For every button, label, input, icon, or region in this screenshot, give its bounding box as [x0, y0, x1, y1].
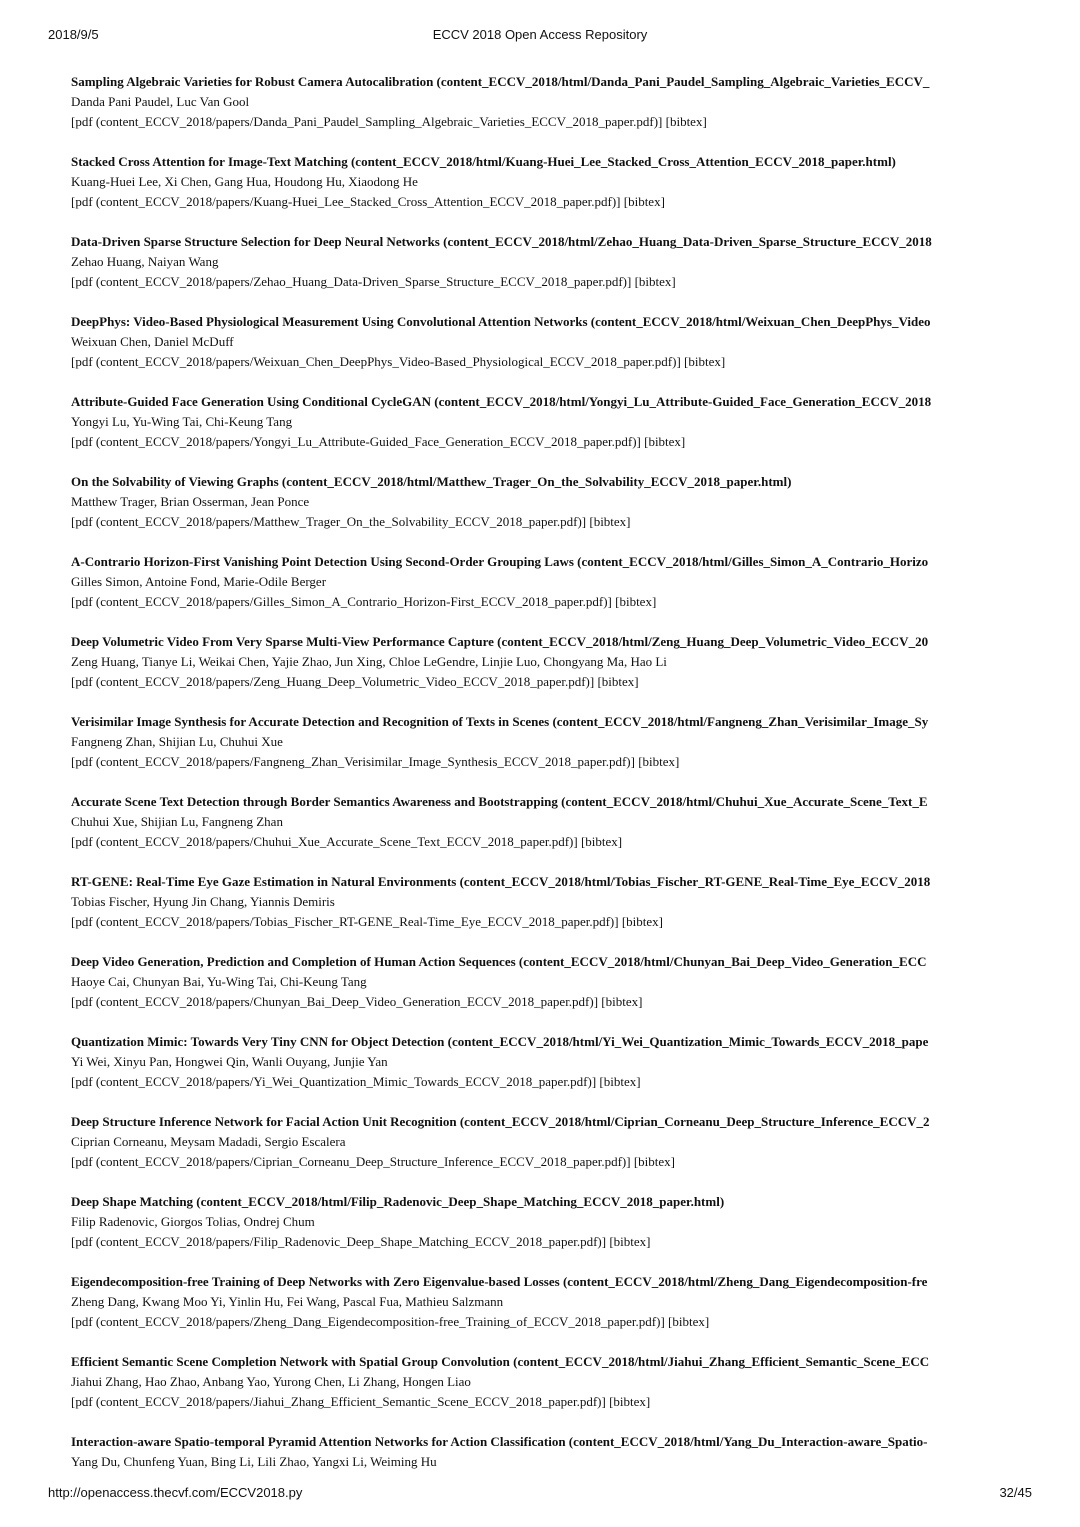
paper-links [71, 272, 1033, 292]
pdf-link[interactable]: [pdf (content_ECCV_2018/papers/Zheng_Dang_Eigendecomposition-free_Training_of_ECCV_2018_paper.pdf)] [71, 1314, 665, 1329]
paper-title-link[interactable]: Interaction-aware Spatio-temporal Pyramid Attention Networks for Action Classification (content_ECCV_2018/html/Yang_Du_Interaction-aware_Spatio- [71, 1434, 928, 1449]
pdf-link[interactable]: [pdf (content_ECCV_2018/papers/Jiahui_Zhang_Efficient_Semantic_Scene_ECCV_2018_paper.pdf)] [71, 1394, 606, 1409]
print-header [48, 26, 1032, 44]
pdf-link[interactable]: [pdf (content_ECCV_2018/papers/Fangneng_Zhan_Verisimilar_Image_Synthesis_ECCV_2018_paper.pdf)] [71, 754, 635, 769]
paper-links [71, 512, 1033, 532]
bibtex-link[interactable]: [bibtex] [684, 354, 726, 369]
bibtex-link[interactable]: [bibtex] [665, 114, 707, 129]
pdf-link[interactable]: [pdf (content_ECCV_2018/papers/Chunyan_Bai_Deep_Video_Generation_ECCV_2018_paper.pdf)] [71, 994, 599, 1009]
bibtex-link[interactable]: [bibtex] [601, 994, 643, 1009]
paper-title-link[interactable]: Deep Shape Matching (content_ECCV_2018/html/Filip_Radenovic_Deep_Shape_Matching_ECCV_2018_paper.html) [71, 1194, 725, 1209]
paper-authors: Fangneng Zhan, Shijian Lu, Chuhui Xue [71, 734, 283, 749]
paper-authors: Kuang-Huei Lee, Xi Chen, Gang Hua, Houdong Hu, Xiaodong He [71, 174, 418, 189]
bibtex-link[interactable]: [bibtex] [597, 674, 639, 689]
pdf-link[interactable]: [pdf (content_ECCV_2018/papers/Tobias_Fischer_RT-GENE_Real-Time_Eye_ECCV_2018_paper.pdf)] [71, 914, 619, 929]
paper-entry [71, 472, 1033, 532]
paper-authors: Danda Pani Paudel, Luc Van Gool [71, 94, 250, 109]
bibtex-link[interactable]: [bibtex] [589, 514, 631, 529]
bibtex-link[interactable]: [bibtex] [633, 1154, 675, 1169]
paper-links [71, 192, 1033, 212]
bibtex-link[interactable]: [bibtex] [638, 754, 680, 769]
paper-entry [71, 952, 1033, 1012]
paper-authors: Yongyi Lu, Yu-Wing Tai, Chi-Keung Tang [71, 414, 293, 429]
pdf-link[interactable]: [pdf (content_ECCV_2018/papers/Weixuan_Chen_DeepPhys_Video-Based_Physiological_ECCV_2018_paper.pdf)] [71, 354, 681, 369]
paper-authors: Yi Wei, Xinyu Pan, Hongwei Qin, Wanli Ouyang, Junjie Yan [71, 1054, 388, 1069]
paper-links [71, 1232, 1033, 1252]
bibtex-link[interactable]: [bibtex] [615, 594, 657, 609]
paper-links [71, 992, 1033, 1012]
paper-links [71, 1312, 1033, 1332]
paper-authors: Haoye Cai, Chunyan Bai, Yu-Wing Tai, Chi-Keung Tang [71, 974, 367, 989]
paper-entry [71, 632, 1033, 692]
paper-entry [71, 712, 1033, 772]
paper-entry [71, 312, 1033, 372]
paper-authors: Ciprian Corneanu, Meysam Madadi, Sergio Escalera [71, 1134, 346, 1149]
paper-entry [71, 232, 1033, 292]
pdf-link[interactable]: [pdf (content_ECCV_2018/papers/Yi_Wei_Quantization_Mimic_Towards_ECCV_2018_paper.pdf)] [71, 1074, 597, 1089]
paper-authors: Weixuan Chen, Daniel McDuff [71, 334, 234, 349]
bibtex-link[interactable]: [bibtex] [621, 914, 663, 929]
bibtex-link[interactable]: [bibtex] [609, 1394, 651, 1409]
paper-title-link[interactable]: Efficient Semantic Scene Completion Network with Spatial Group Convolution (content_ECCV_2018/html/Jiahui_Zhang_Efficient_Semantic_Scene_ECC [71, 1354, 930, 1369]
paper-authors: Zeng Huang, Tianye Li, Weikai Chen, Yajie Zhao, Jun Xing, Chloe LeGendre, Linjie Luo, Chongyang Ma, Hao Li [71, 654, 667, 669]
paper-title-link[interactable]: Stacked Cross Attention for Image-Text Matching (content_ECCV_2018/html/Kuang-Huei_Lee_Stacked_Cross_Attention_ECCV_2018_paper.html) [71, 154, 896, 169]
paper-entry [71, 1192, 1033, 1252]
paper-title-link[interactable]: Quantization Mimic: Towards Very Tiny CNN for Object Detection (content_ECCV_2018/html/Yi_Wei_Quantization_Mimic_Towards_ECCV_2018_pape [71, 1034, 929, 1049]
bibtex-link[interactable]: [bibtex] [634, 274, 676, 289]
paper-links [71, 1152, 1033, 1172]
paper-entry [71, 1032, 1033, 1092]
paper-list [71, 72, 1033, 1512]
pdf-link[interactable]: [pdf (content_ECCV_2018/papers/Ciprian_Corneanu_Deep_Structure_Inference_ECCV_2018_paper.pdf)] [71, 1154, 631, 1169]
paper-title-link[interactable]: A-Contrario Horizon-First Vanishing Point Detection Using Second-Order Grouping Laws (content_ECCV_2018/html/Gilles_Simon_A_Contrario_Horizo [71, 554, 929, 569]
bibtex-link[interactable]: [bibtex] [609, 1234, 651, 1249]
page-url: http://openaccess.thecvf.com/ECCV2018.py [48, 1485, 303, 1500]
bibtex-link[interactable]: [bibtex] [668, 1314, 710, 1329]
paper-authors: Jiahui Zhang, Hao Zhao, Anbang Yao, Yurong Chen, Li Zhang, Hongen Liao [71, 1374, 471, 1389]
paper-entry [71, 872, 1033, 932]
paper-entry [71, 1272, 1033, 1332]
paper-links [71, 432, 1033, 452]
pdf-link[interactable]: [pdf (content_ECCV_2018/papers/Zehao_Huang_Data-Driven_Sparse_Structure_ECCV_2018_paper.pdf)] [71, 274, 632, 289]
paper-title-link[interactable]: Deep Structure Inference Network for Facial Action Unit Recognition (content_ECCV_2018/html/Ciprian_Corneanu_Deep_Structure_Inference_ECCV_2 [71, 1114, 930, 1129]
paper-entry [71, 1352, 1033, 1412]
paper-title-link[interactable]: Eigendecomposition-free Training of Deep Networks with Zero Eigenvalue-based Losses (content_ECCV_2018/html/Zheng_Dang_Eigendecomposition-fre [71, 1274, 928, 1289]
pdf-link[interactable]: [pdf (content_ECCV_2018/papers/Zeng_Huang_Deep_Volumetric_Video_ECCV_2018_paper.pdf)] [71, 674, 595, 689]
paper-entry [71, 72, 1033, 132]
paper-authors: Filip Radenovic, Giorgos Tolias, Ondrej Chum [71, 1214, 315, 1229]
paper-title-link[interactable]: On the Solvability of Viewing Graphs (content_ECCV_2018/html/Matthew_Trager_On_the_Solvability_ECCV_2018_paper.html) [71, 474, 792, 489]
page-number: 32/45 [999, 1485, 1032, 1500]
paper-authors: Gilles Simon, Antoine Fond, Marie-Odile Berger [71, 574, 327, 589]
pdf-link[interactable]: [pdf (content_ECCV_2018/papers/Chuhui_Xue_Accurate_Scene_Text_ECCV_2018_paper.pdf)] [71, 834, 578, 849]
paper-title-link[interactable]: Accurate Scene Text Detection through Border Semantics Awareness and Bootstrapping (content_ECCV_2018/html/Chuhui_Xue_Accurate_Scene_Text_E [71, 794, 928, 809]
paper-links [71, 112, 1033, 132]
paper-authors: Zehao Huang, Naiyan Wang [71, 254, 219, 269]
pdf-link[interactable]: [pdf (content_ECCV_2018/papers/Danda_Pani_Paudel_Sampling_Algebraic_Varieties_ECCV_2018_paper.pdf)] [71, 114, 663, 129]
bibtex-link[interactable]: [bibtex] [623, 194, 665, 209]
paper-title-link[interactable]: Deep Volumetric Video From Very Sparse Multi-View Performance Capture (content_ECCV_2018/html/Zeng_Huang_Deep_Volumetric_Video_ECCV_20 [71, 634, 929, 649]
pdf-link[interactable]: [pdf (content_ECCV_2018/papers/Matthew_Trager_On_the_Solvability_ECCV_2018_paper.pdf)] [71, 514, 587, 529]
paper-authors: Chuhui Xue, Shijian Lu, Fangneng Zhan [71, 814, 283, 829]
pdf-link[interactable]: [pdf (content_ECCV_2018/papers/Kuang-Huei_Lee_Stacked_Cross_Attention_ECCV_2018_paper.pdf)] [71, 194, 621, 209]
paper-links [71, 672, 1033, 692]
paper-entry [71, 1432, 1033, 1492]
print-date: 2018/9/5 [48, 27, 99, 42]
bibtex-link[interactable]: [bibtex] [599, 1074, 641, 1089]
paper-authors: Zheng Dang, Kwang Moo Yi, Yinlin Hu, Fei Wang, Pascal Fua, Mathieu Salzmann [71, 1294, 504, 1309]
paper-links [71, 752, 1033, 772]
pdf-link[interactable]: [pdf (content_ECCV_2018/papers/Yongyi_Lu_Attribute-Guided_Face_Generation_ECCV_2018_paper.pdf)] [71, 434, 641, 449]
paper-entry [71, 392, 1033, 452]
pdf-link[interactable]: [pdf (content_ECCV_2018/papers/Filip_Radenovic_Deep_Shape_Matching_ECCV_2018_paper.pdf)] [71, 1234, 607, 1249]
paper-links [71, 592, 1033, 612]
paper-title-link[interactable]: Sampling Algebraic Varieties for Robust Camera Autocalibration (content_ECCV_2018/html/Danda_Pani_Paudel_Sampling_Algebraic_Varieties_ECCV_ [71, 74, 930, 89]
paper-title-link[interactable]: Attribute-Guided Face Generation Using Conditional CycleGAN (content_ECCV_2018/html/Yongyi_Lu_Attribute-Guided_Face_Generation_ECCV_2018 [71, 394, 932, 409]
paper-links [71, 1072, 1033, 1092]
paper-links [71, 1392, 1033, 1412]
paper-links [71, 352, 1033, 372]
paper-entry [71, 792, 1033, 852]
paper-authors: Tobias Fischer, Hyung Jin Chang, Yiannis Demiris [71, 894, 335, 909]
paper-links [71, 912, 1033, 932]
paper-title-link[interactable]: RT-GENE: Real-Time Eye Gaze Estimation in Natural Environments (content_ECCV_2018/html/Tobias_Fischer_RT-GENE_Real-Time_Eye_ECCV_2018 [71, 874, 931, 889]
paper-title-link[interactable]: Verisimilar Image Synthesis for Accurate Detection and Recognition of Texts in Scenes (content_ECCV_2018/html/Fangneng_Zhan_Verisimilar_Image_Sy [71, 714, 929, 729]
page-title: ECCV 2018 Open Access Repository [432, 27, 648, 42]
paper-entry [71, 552, 1033, 612]
paper-entry [71, 152, 1033, 212]
paper-entry [71, 1112, 1033, 1172]
paper-authors: Yang Du, Chunfeng Yuan, Bing Li, Lili Zhao, Yangxi Li, Weiming Hu [71, 1454, 437, 1469]
paper-links [71, 832, 1033, 852]
print-footer [48, 1484, 1032, 1502]
bibtex-link[interactable]: [bibtex] [644, 434, 686, 449]
paper-authors: Matthew Trager, Brian Osserman, Jean Ponce [71, 494, 310, 509]
paper-title-link[interactable]: DeepPhys: Video-Based Physiological Measurement Using Convolutional Attention Networks (content_ECCV_2018/html/Weixuan_Chen_DeepPhys_Video [71, 314, 931, 329]
bibtex-link[interactable]: [bibtex] [580, 834, 623, 849]
paper-title-link[interactable]: Deep Video Generation, Prediction and Completion of Human Action Sequences (content_ECCV_2018/html/Chunyan_Bai_Deep_Video_Generation_ECC [71, 954, 927, 969]
paper-title-link[interactable]: Data-Driven Sparse Structure Selection for Deep Neural Networks (content_ECCV_2018/html/Zehao_Huang_Data-Driven_Sparse_Structure_ECCV_2018 [71, 234, 932, 249]
pdf-link[interactable]: [pdf (content_ECCV_2018/papers/Gilles_Simon_A_Contrario_Horizon-First_ECCV_2018_paper.pdf)] [71, 594, 612, 609]
